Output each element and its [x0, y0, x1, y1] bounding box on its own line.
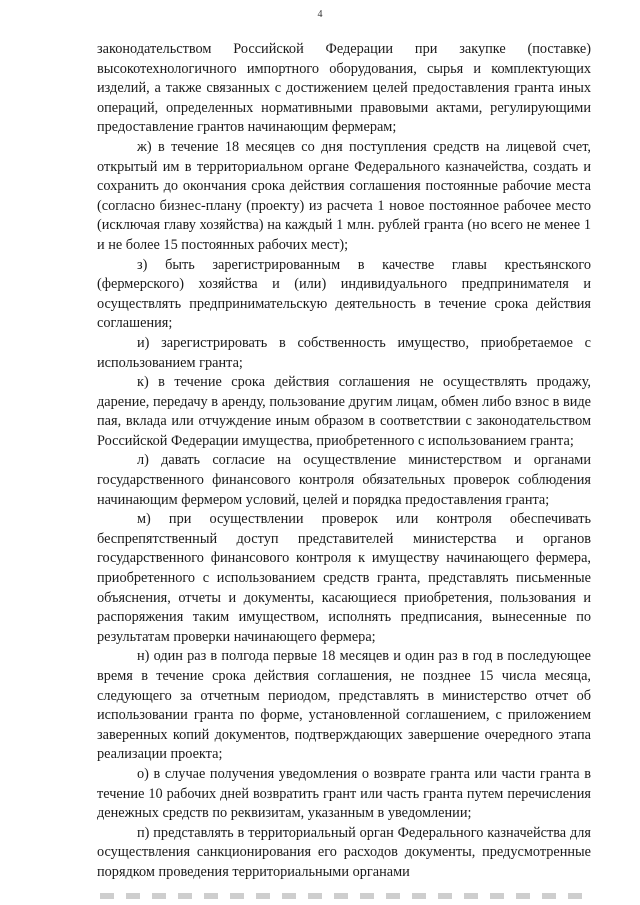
scan-artifact-line: [100, 893, 590, 899]
paragraph-continuation: законодательством Российской Федерации при закупке (поставке) высокотехнологичного импортного оборудования, сырья и комплектующих изделий, а также связанных с достижением целей предоставления гранта иных операций, определенных нормативными правовыми актами, регулирующими предоставление грантов начинающим фермерам;: [97, 41, 591, 136]
paragraph-l: л) давать согласие на осуществление министерством и органами государственного финансового контроля обязательных проверок соблюдения начинающим фермером условий, целей и порядка предоставления гранта;: [97, 452, 591, 508]
paragraph-zh: ж) в течение 18 месяцев со дня поступления средств на лицевой счет, открытый им в территориальном органе Федерального казначейства, создать и сохранить до окончания срока действия соглашения постоянные рабочие места (согласно бизнес-плану (проекту) из расчета 1 новое постоянное рабочее место (исключая главу хозяйства) на каждый 1 млн. рублей гранта (но всего не менее 1 и не более 15 постоянных рабочих мест);: [97, 138, 591, 253]
page-number: 4: [317, 9, 323, 20]
paragraph-o: о) в случае получения уведомления о возврате гранта или части гранта в течение 10 рабочих дней возвратить грант или часть гранта путем перечисления денежных средств по реквизитам, указанным в уведомлении;: [97, 765, 591, 822]
paragraph-p: п) представлять в территориальный орган Федерального казначейства для осуществления санкционирования его расходов документы, предусмотренные порядком проведения территориальными органами: [97, 824, 591, 880]
document-body: [97, 40, 591, 883]
paragraph-n: н) один раз в полгода первые 18 месяцев и один раз в год в последующее время в течение срока действия соглашения, не позднее 15 числа месяца, следующего за отчетным периодом, представлять в министерство отчет об использовании гранта по форме, установленной соглашением, с приложением заверенных копий документов, подтверждающих завершение очередного этапа реализации проекта;: [97, 648, 591, 763]
paragraph-m: м) при осуществлении проверок или контроля обеспечивать беспрепятственный доступ представителей министерства и органов государственного финансового контроля к имуществу начинающего фермера, приобретенного с использованием средств гранта, представлять письменные объяснения, отчеты и документы, касающиеся приобретения, пользования и распоряжения таким имуществом, исполнять предписания, вынесенные по результатам проверки начинающего фермера;: [97, 511, 591, 645]
paragraph-i: и) зарегистрировать в собственность имущество, приобретаемое с использованием гранта;: [97, 334, 591, 371]
paragraph-k: к) в течение срока действия соглашения не осуществлять продажу, дарение, передачу в аренду, пользование другим лицам, обмен либо взнос в виде пая, вклада или отчуждение иным образом в соответствии с законодательством Российской Федерации имущества, приобретенного с использованием гранта;: [97, 374, 591, 449]
paragraph-z: з) быть зарегистрированным в качестве главы крестьянского (фермерского) хозяйства и (или) индивидуального предпринимателя и осуществлять предпринимательскую деятельность в течение срока действия соглашения;: [97, 256, 591, 332]
